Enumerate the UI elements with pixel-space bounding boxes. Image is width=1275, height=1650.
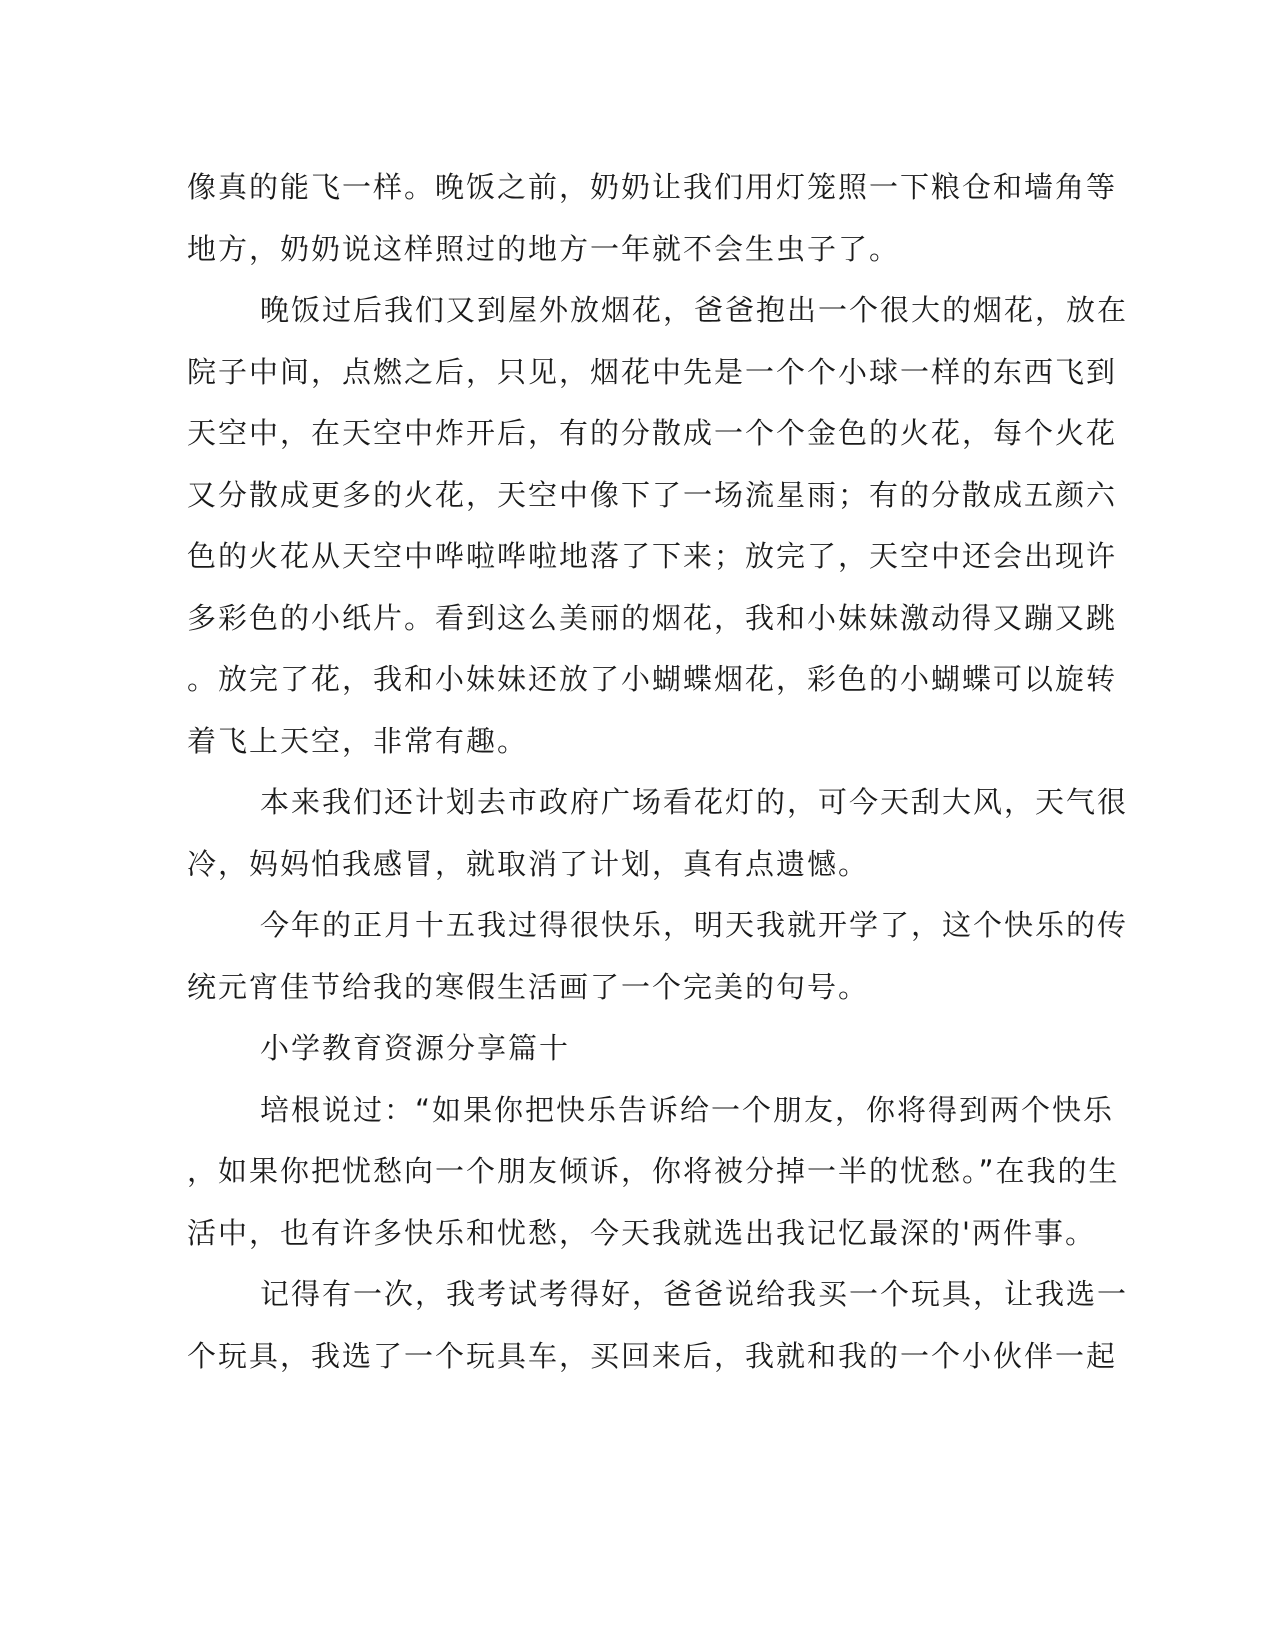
paragraph-start-line: 培根说过：“如果你把快乐告诉给一个朋友，你将得到两个快乐 [260, 1092, 1115, 1127]
text-line: ，如果你把忧愁向一个朋友倾诉，你将被分掉一半的忧愁。”在我的生 [187, 1154, 1120, 1188]
text-line: 多彩色的小纸片。看到这么美丽的烟花，我和小妹妹激动得又蹦又跳 [187, 600, 1118, 635]
text-line: 着飞上天空，非常有趣。 [187, 723, 529, 758]
section-heading: 小学教育资源分享篇十 [260, 1031, 571, 1065]
text-line: 个玩具，我选了一个玩具车，买回来后，我就和我的一个小伙伴一起 [187, 1338, 1118, 1373]
text-line: 院子中间，点燃之后，只见，烟花中先是一个个小球一样的东西飞到 [187, 354, 1118, 389]
text-line: 又分散成更多的火花，天空中像下了一场流星雨；有的分散成五颜六 [187, 477, 1118, 512]
paragraph-start-line: 记得有一次，我考试考得好，爸爸说给我买一个玩具，让我选一 [260, 1277, 1129, 1311]
paragraph-start-line: 晚饭过后我们又到屋外放烟花，爸爸抱出一个很大的烟花，放在 [260, 293, 1129, 327]
body-text [187, 157, 1129, 1387]
paragraph-start-line: 今年的正月十五我过得很快乐，明天我就开学了，这个快乐的传 [260, 908, 1129, 942]
text-line: 像真的能飞一样。晚饭之前，奶奶让我们用灯笼照一下粮仓和墙角等 [187, 170, 1118, 204]
paragraph-start-line: 本来我们还计划去市政府广场看花灯的，可今天刮大风，天气很 [260, 785, 1129, 819]
text-line: 天空中，在天空中炸开后，有的分散成一个个金色的火花，每个火花 [187, 416, 1118, 450]
text-line: 统元宵佳节给我的寒假生活画了一个完美的句号。 [187, 969, 870, 1004]
text-line: 地方，奶奶说这样照过的地方一年就不会生虫子了。 [187, 231, 901, 266]
text-line: 活中，也有许多快乐和忧愁，今天我就选出我记忆最深的'两件事。 [187, 1215, 1096, 1250]
text-line: 冷，妈妈怕我感冒，就取消了计划，真有点遗憾。 [187, 846, 870, 881]
text-line: 。放完了花，我和小妹妹还放了小蝴蝶烟花，彩色的小蝴蝶可以旋转 [187, 662, 1118, 696]
text-line: 色的火花从天空中哗啦哗啦地落了下来；放完了，天空中还会出现许 [187, 539, 1118, 573]
